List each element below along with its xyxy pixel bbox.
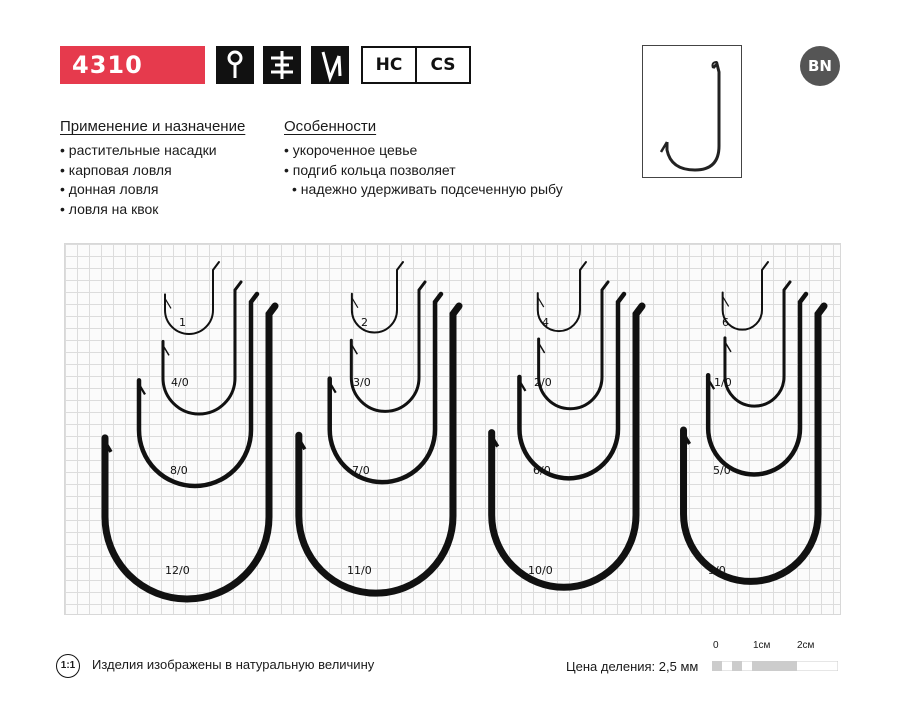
ring-eye-icon bbox=[216, 46, 254, 84]
hook-size-label: 1/0 bbox=[714, 376, 732, 389]
hook-size-label: 3/0 bbox=[353, 376, 371, 389]
code-hc: HC bbox=[375, 55, 403, 75]
hook-size-label: 9/0 bbox=[708, 564, 726, 577]
barbed-shank-icon bbox=[263, 46, 301, 84]
hook-silhouette bbox=[723, 262, 768, 330]
coating-badge: BN bbox=[800, 46, 840, 86]
code-cs: CS bbox=[415, 48, 469, 82]
hook-photo bbox=[642, 45, 742, 178]
application-list bbox=[60, 141, 245, 219]
division-note: Цена деления: 2,5 мм bbox=[566, 659, 699, 674]
size-grid bbox=[64, 243, 841, 615]
hook-silhouette bbox=[684, 306, 824, 581]
list-item-continuation: • надежно удерживать подсеченную рыбу bbox=[284, 180, 563, 200]
ruler-label-1cm: 1см bbox=[753, 640, 771, 651]
features-section bbox=[284, 118, 563, 200]
hook-silhouette bbox=[163, 282, 241, 414]
list-item: • подгиб кольца позволяет bbox=[284, 161, 563, 181]
hook-silhouette bbox=[539, 282, 608, 409]
scale-ruler bbox=[712, 658, 838, 668]
features-title: Особенности bbox=[284, 118, 377, 135]
hook-size-label: 8/0 bbox=[170, 464, 188, 477]
hook-silhouette bbox=[330, 294, 441, 482]
ruler-label-2cm: 2см bbox=[797, 640, 815, 651]
list-item: • донная ловля bbox=[60, 180, 245, 200]
hook-silhouette bbox=[725, 282, 790, 406]
hook-size-label: 11/0 bbox=[347, 564, 372, 577]
hook-size-label: 6 bbox=[722, 316, 729, 329]
hook-silhouette bbox=[165, 262, 219, 334]
hook-size-label: 5/0 bbox=[713, 464, 731, 477]
list-item: • ловля на квок bbox=[60, 200, 245, 220]
hook-size-label: 2 bbox=[361, 316, 368, 329]
bent-point-icon bbox=[311, 46, 349, 84]
hook-size-label: 2/0 bbox=[534, 376, 552, 389]
application-section bbox=[60, 118, 245, 219]
hook-silhouette bbox=[139, 294, 257, 486]
natural-size-note: Изделия изображены в натуральную величину bbox=[92, 657, 375, 672]
hook-size-label: 7/0 bbox=[352, 464, 370, 477]
hook-size-label: 1 bbox=[179, 316, 186, 329]
hook-size-label: 12/0 bbox=[165, 564, 190, 577]
application-title: Применение и назначение bbox=[60, 118, 246, 135]
hook-silhouette bbox=[351, 282, 425, 411]
hook-size-label: 10/0 bbox=[528, 564, 553, 577]
hook-silhouette bbox=[352, 262, 403, 333]
list-item: • укороченное цевье bbox=[284, 141, 563, 161]
list-item: • карповая ловля bbox=[60, 161, 245, 181]
hook-size-label: 4/0 bbox=[171, 376, 189, 389]
hook-size-label: 6/0 bbox=[533, 464, 551, 477]
hook-size-label: 4 bbox=[542, 316, 549, 329]
feature-codes bbox=[361, 46, 471, 84]
list-item: • растительные насадки bbox=[60, 141, 245, 161]
features-list bbox=[284, 141, 563, 200]
scale-badge: 1:1 bbox=[56, 654, 80, 678]
model-number-badge: 4310 bbox=[60, 46, 205, 84]
ruler-label-0: 0 bbox=[713, 640, 719, 651]
hook-sizes-diagram bbox=[65, 244, 842, 616]
